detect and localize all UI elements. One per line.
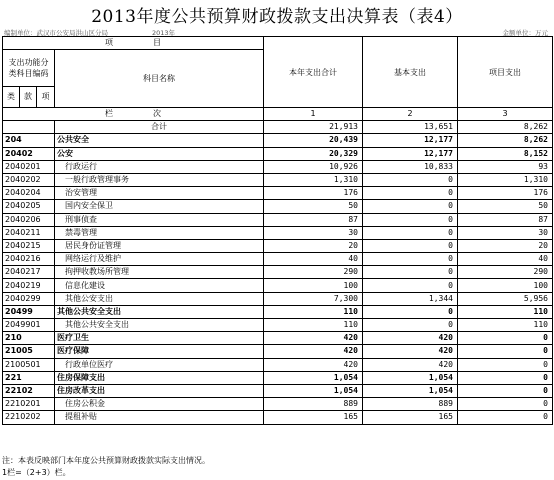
row-total: 1,310 <box>264 173 363 186</box>
row-name: 提租补贴 <box>55 411 264 424</box>
note-line-2: 1栏=（2+3）栏。 <box>2 468 71 477</box>
table-row <box>3 279 553 292</box>
table-title: 2013年度公共预算财政拨款支出决算表（表4） <box>91 7 463 27</box>
row-project-expense: 30 <box>458 226 553 239</box>
row-name: 网络运行及维护 <box>55 253 264 266</box>
row-basic: 889 <box>363 398 458 411</box>
table-row <box>3 398 553 411</box>
table-row <box>3 266 553 279</box>
compiling-unit: 编制单位：武汉市公安局洪山区分局 <box>4 29 108 37</box>
row-basic: 0 <box>363 305 458 318</box>
table-row <box>3 226 553 239</box>
table-row <box>3 292 553 305</box>
row-total: 7,300 <box>264 292 363 305</box>
note-line-1: 注：本表反映部门本年度公共预算财政拨款实际支出情况。 <box>2 456 210 465</box>
table-row <box>3 345 553 358</box>
table-row <box>3 253 553 266</box>
table-row <box>3 411 553 424</box>
row-project-expense: 100 <box>458 279 553 292</box>
row-project-expense: 8,262 <box>458 134 553 147</box>
row-project-expense: 176 <box>458 187 553 200</box>
row-code: 2040217 <box>3 266 55 279</box>
row-code: 2210202 <box>3 411 55 424</box>
row-basic: 420 <box>363 345 458 358</box>
row-code: 2049901 <box>3 319 55 332</box>
row-basic: 420 <box>363 332 458 345</box>
row-project-expense: 20 <box>458 239 553 252</box>
row-project-expense: 110 <box>458 319 553 332</box>
row-total: 10,926 <box>264 160 363 173</box>
row-code: 2040216 <box>3 253 55 266</box>
table-row <box>3 239 553 252</box>
row-basic: 12,177 <box>363 147 458 160</box>
row-project-expense: 0 <box>458 384 553 397</box>
row-name: 禁毒管理 <box>55 226 264 239</box>
row-project-expense: 8,262 <box>458 121 553 134</box>
row-name: 医疗保障 <box>55 345 264 358</box>
row-basic: 12,177 <box>363 134 458 147</box>
table-row <box>3 332 553 345</box>
row-name: 住房保障支出 <box>55 371 264 384</box>
row-code: 20402 <box>3 147 55 160</box>
row-total: 50 <box>264 200 363 213</box>
row-basic: 0 <box>363 266 458 279</box>
table-row <box>3 200 553 213</box>
table-row <box>3 121 553 134</box>
header-code: 支出功能分类科目编码 <box>3 50 55 87</box>
row-name: 居民身份证管理 <box>55 239 264 252</box>
row-code: 2040202 <box>3 173 55 186</box>
row-code: 22102 <box>3 384 55 397</box>
header-basic: 基本支出 <box>363 37 458 108</box>
expenditure-table <box>2 36 553 425</box>
row-total: 290 <box>264 266 363 279</box>
header-col2: 2 <box>363 108 458 121</box>
row-name: 其他公共安全支出 <box>55 319 264 332</box>
row-project-expense: 0 <box>458 411 553 424</box>
row-total: 110 <box>264 305 363 318</box>
header-project-expense: 项目支出 <box>458 37 553 108</box>
row-total: 21,913 <box>264 121 363 134</box>
row-total: 420 <box>264 332 363 345</box>
header-col1: 1 <box>264 108 363 121</box>
row-code: 2040211 <box>3 226 55 239</box>
row-basic: 0 <box>363 173 458 186</box>
row-project-expense: 40 <box>458 253 553 266</box>
row-project-expense: 110 <box>458 305 553 318</box>
row-project-expense: 290 <box>458 266 553 279</box>
row-code: 2040205 <box>3 200 55 213</box>
row-project-expense: 0 <box>458 398 553 411</box>
row-name: 国内安全保卫 <box>55 200 264 213</box>
row-name: 行政运行 <box>55 160 264 173</box>
row-name: 治安管理 <box>55 187 264 200</box>
row-total: 889 <box>264 398 363 411</box>
row-project-expense: 0 <box>458 358 553 371</box>
row-project-expense: 87 <box>458 213 553 226</box>
table-row <box>3 358 553 371</box>
row-total: 1,054 <box>264 384 363 397</box>
row-project-expense: 1,310 <box>458 173 553 186</box>
table-row <box>3 134 553 147</box>
header-kuan: 款 <box>20 87 37 108</box>
row-project-expense: 0 <box>458 332 553 345</box>
table-row <box>3 173 553 186</box>
table-row <box>3 147 553 160</box>
row-basic: 10,833 <box>363 160 458 173</box>
row-total: 420 <box>264 345 363 358</box>
table-row <box>3 319 553 332</box>
row-basic: 0 <box>363 239 458 252</box>
row-name: 住房公积金 <box>55 398 264 411</box>
row-project-expense: 5,956 <box>458 292 553 305</box>
row-basic: 0 <box>363 253 458 266</box>
table-row <box>3 160 553 173</box>
row-name: 一般行政管理事务 <box>55 173 264 186</box>
row-total: 87 <box>264 213 363 226</box>
row-total: 40 <box>264 253 363 266</box>
report-year: 2013年 <box>152 29 176 37</box>
row-total: 100 <box>264 279 363 292</box>
row-basic: 0 <box>363 319 458 332</box>
row-code: 210 <box>3 332 55 345</box>
row-basic: 420 <box>363 358 458 371</box>
row-project-expense: 50 <box>458 200 553 213</box>
table-row <box>3 213 553 226</box>
row-project-expense: 8,152 <box>458 147 553 160</box>
row-code: 2040219 <box>3 279 55 292</box>
row-total: 1,054 <box>264 371 363 384</box>
row-code: 2040299 <box>3 292 55 305</box>
row-basic: 0 <box>363 213 458 226</box>
row-basic: 0 <box>363 187 458 200</box>
row-basic: 1,054 <box>363 371 458 384</box>
header-total: 本年支出合计 <box>264 37 363 108</box>
row-basic: 0 <box>363 200 458 213</box>
row-total: 30 <box>264 226 363 239</box>
row-code: 2100501 <box>3 358 55 371</box>
row-project-expense: 0 <box>458 371 553 384</box>
row-name: 住房改革支出 <box>55 384 264 397</box>
row-code: 2210201 <box>3 398 55 411</box>
row-name: 信息化建设 <box>55 279 264 292</box>
row-basic: 165 <box>363 411 458 424</box>
row-name: 其他公安支出 <box>55 292 264 305</box>
row-code: 2040215 <box>3 239 55 252</box>
row-code: 2040204 <box>3 187 55 200</box>
table-row <box>3 371 553 384</box>
header-col3: 3 <box>458 108 553 121</box>
table-row <box>3 305 553 318</box>
row-code: 2040201 <box>3 160 55 173</box>
row-basic: 1,344 <box>363 292 458 305</box>
row-name: 拘押收教场所管理 <box>55 266 264 279</box>
row-total: 110 <box>264 319 363 332</box>
row-basic: 13,651 <box>363 121 458 134</box>
table-row <box>3 384 553 397</box>
row-name: 公安 <box>55 147 264 160</box>
header-name: 科目名称 <box>55 50 264 108</box>
row-code: 21005 <box>3 345 55 358</box>
row-project-expense: 0 <box>458 345 553 358</box>
row-code: 20499 <box>3 305 55 318</box>
row-basic: 1,054 <box>363 384 458 397</box>
row-total: 176 <box>264 187 363 200</box>
row-name: 刑事侦查 <box>55 213 264 226</box>
row-code: 204 <box>3 134 55 147</box>
money-unit: 金额单位：万元 <box>502 29 548 37</box>
header-project: 项 目 <box>3 37 264 50</box>
row-name: 合计 <box>55 121 264 134</box>
row-total: 20,329 <box>264 147 363 160</box>
row-code: 221 <box>3 371 55 384</box>
row-basic: 0 <box>363 279 458 292</box>
row-name: 行政单位医疗 <box>55 358 264 371</box>
row-code <box>3 121 55 134</box>
row-code: 2040206 <box>3 213 55 226</box>
row-name: 医疗卫生 <box>55 332 264 345</box>
row-name: 其他公共安全支出 <box>55 305 264 318</box>
row-project-expense: 93 <box>458 160 553 173</box>
header-lanci: 栏 次 <box>3 108 264 121</box>
row-total: 165 <box>264 411 363 424</box>
table-row <box>3 187 553 200</box>
row-name: 公共安全 <box>55 134 264 147</box>
row-total: 20,439 <box>264 134 363 147</box>
row-basic: 0 <box>363 226 458 239</box>
header-xiang: 项 <box>37 87 55 108</box>
header-lei: 类 <box>3 87 20 108</box>
row-total: 420 <box>264 358 363 371</box>
row-total: 20 <box>264 239 363 252</box>
